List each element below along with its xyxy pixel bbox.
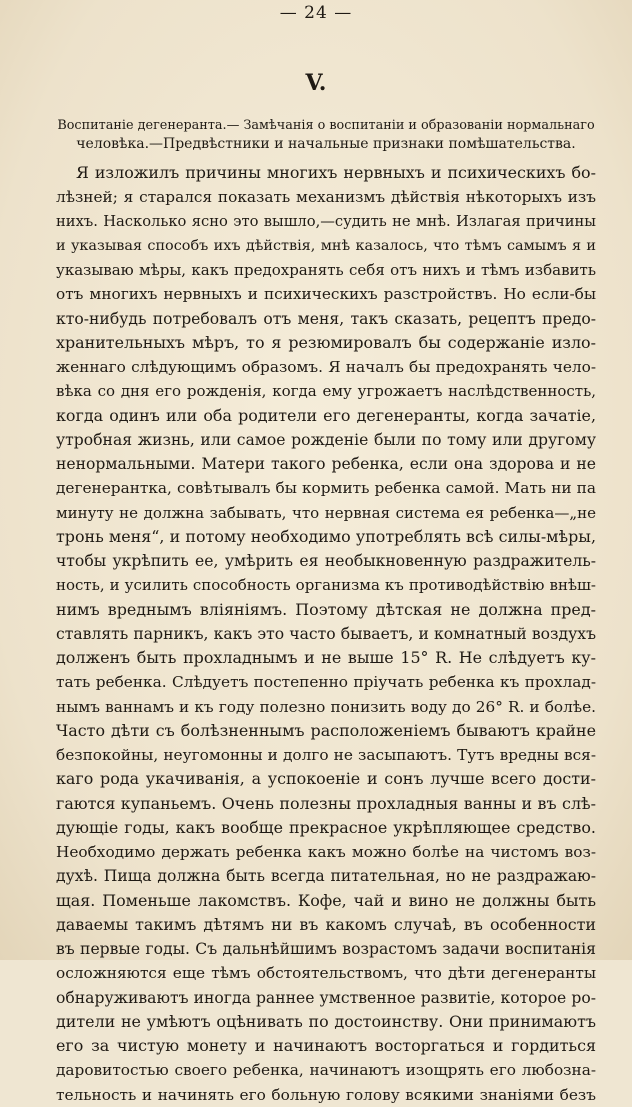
summary-line: человѣка.—Предвѣстники и начальные признаки помѣшательства. — [76, 136, 576, 152]
text-line: ненормальными. Матери такого ребенка, если она здорова и не — [56, 455, 596, 473]
text-line: Я изложилъ причины многихъ нервныхъ и психическихъ бо- — [76, 163, 596, 182]
summary-line: Воспитаніе дегенеранта.— Замѣчанія о воспитаніи и образованіи нормальнаго — [57, 118, 595, 133]
text-line: дегенерантка, совѣтывалъ бы кормить ребенка самой. Мать ни па — [56, 479, 596, 498]
text-line: хранительныхъ мѣръ, то я резюмировалъ бы содержаніе изло- — [56, 332, 596, 352]
text-line: чтобы укрѣпить ее, умѣрить ея необыкновенную раздражитель- — [56, 552, 596, 570]
text-line: тронь меня“, и потому необходимо употреблять всѣ силы-мѣры, — [56, 526, 596, 546]
text-line: женнаго слѣдующимъ образомъ. Я началъ бы предохранять чело- — [56, 358, 596, 376]
text-line: долженъ быть прохладнымъ и не выше 15° R. Не слѣдуетъ ку- — [56, 648, 596, 667]
chapter-summary — [56, 117, 596, 153]
text-line: даровитостью своего ребенка, начинаютъ изощрять его любозна- — [56, 1061, 596, 1080]
text-line: отъ многихъ нервныхъ и психическихъ разстройствъ. Но если-бы — [56, 285, 596, 304]
text-line: безпокойны, неугомонны и долго не засыпаютъ. Тутъ вредны вся- — [56, 746, 596, 764]
text-line: Необходимо держать ребенка какъ можно болѣе на чистомъ воз- — [56, 843, 596, 861]
text-line: тельность и начинять его больную голову всякими знаніями безъ — [56, 1085, 596, 1104]
text-line: даваемы такимъ дѣтямъ ни въ какомъ случаѣ, въ особенности — [56, 914, 596, 934]
text-line: когда одинъ или оба родители его дегенеранты, когда зачатіе, — [56, 405, 596, 425]
text-line: нимъ вреднымъ вліяніямъ. Поэтому дѣтская не должна пред- — [56, 599, 596, 619]
text-line: осложняются еще тѣмъ обстоятельствомъ, что дѣти дегенеранты — [56, 964, 596, 983]
text-line: ность, и усилить способность организма къ противодѣйствію внѣш- — [56, 576, 596, 595]
chapter-heading: V. — [305, 70, 327, 96]
text-line: его за чистую монету и начинаютъ восторгаться и гордиться — [56, 1036, 596, 1055]
text-line: Часто дѣти съ болѣзненнымъ расположеніемъ бываютъ крайне — [56, 720, 596, 740]
text-line: лѣзней; я старался показать механизмъ дѣйствія нѣкоторыхъ изъ — [56, 188, 596, 207]
text-line: ставлять парникъ, какъ это часто бываетъ, и комнатный воздухъ — [56, 624, 596, 643]
text-line: кто-нибудь потребовалъ отъ меня, такъ сказать, рецептъ предо- — [56, 309, 596, 328]
text-line: дители не умѣютъ оцѣнивать по достоинству. Они принимаютъ — [56, 1011, 596, 1031]
text-line: каго рода укачиванія, а успокоеніе и сонъ лучше всего дости- — [56, 769, 596, 789]
text-line: дующіе годы, какъ вообще прекрасное укрѣпляющее средство. — [56, 817, 596, 837]
text-line: щая. Поменьше лакомствъ. Кофе, чай и вино не должны быть — [56, 890, 596, 910]
page-number: — 24 — — [279, 3, 353, 23]
text-line: духѣ. Пища должна быть всегда питательная, но не раздражаю- — [56, 867, 596, 886]
text-line: нихъ. Насколько ясно это вышло,—судить не мнѣ. Излагая причины — [56, 212, 596, 230]
text-line: указываю мѣры, какъ предохранять себя отъ нихъ и тѣмъ избавить — [56, 261, 596, 279]
text-line: утробная жизнь, или самое рожденіе были по тому или другому — [56, 430, 596, 449]
body-text — [56, 161, 596, 1107]
text-line: гаются купаньемъ. Очень полезны прохладныя ванны и въ слѣ- — [56, 793, 596, 813]
text-line: и указывая способъ ихъ дѣйствія, мнѣ казалось, что тѣмъ самымъ я и — [56, 237, 596, 254]
text-line: вѣка со дня его рожденія, когда ему угрожаетъ наслѣдственность, — [56, 382, 596, 401]
text-line: тать ребенка. Слѣдуетъ постепенно пріучать ребенка къ прохлад- — [56, 673, 596, 692]
text-line: обнаруживаютъ иногда раннее умственное развитіе, которое ро- — [56, 988, 596, 1007]
text-line: минуту не должна забывать, что нервная система ея ребенка—„не — [56, 503, 596, 522]
text-line: въ первые годы. Съ дальнѣйшимъ возрастомъ задачи воспитанія — [56, 940, 596, 958]
text-line: нымъ ваннамъ и къ году полезно понизить воду до 26° R. и болѣе. — [56, 697, 596, 716]
